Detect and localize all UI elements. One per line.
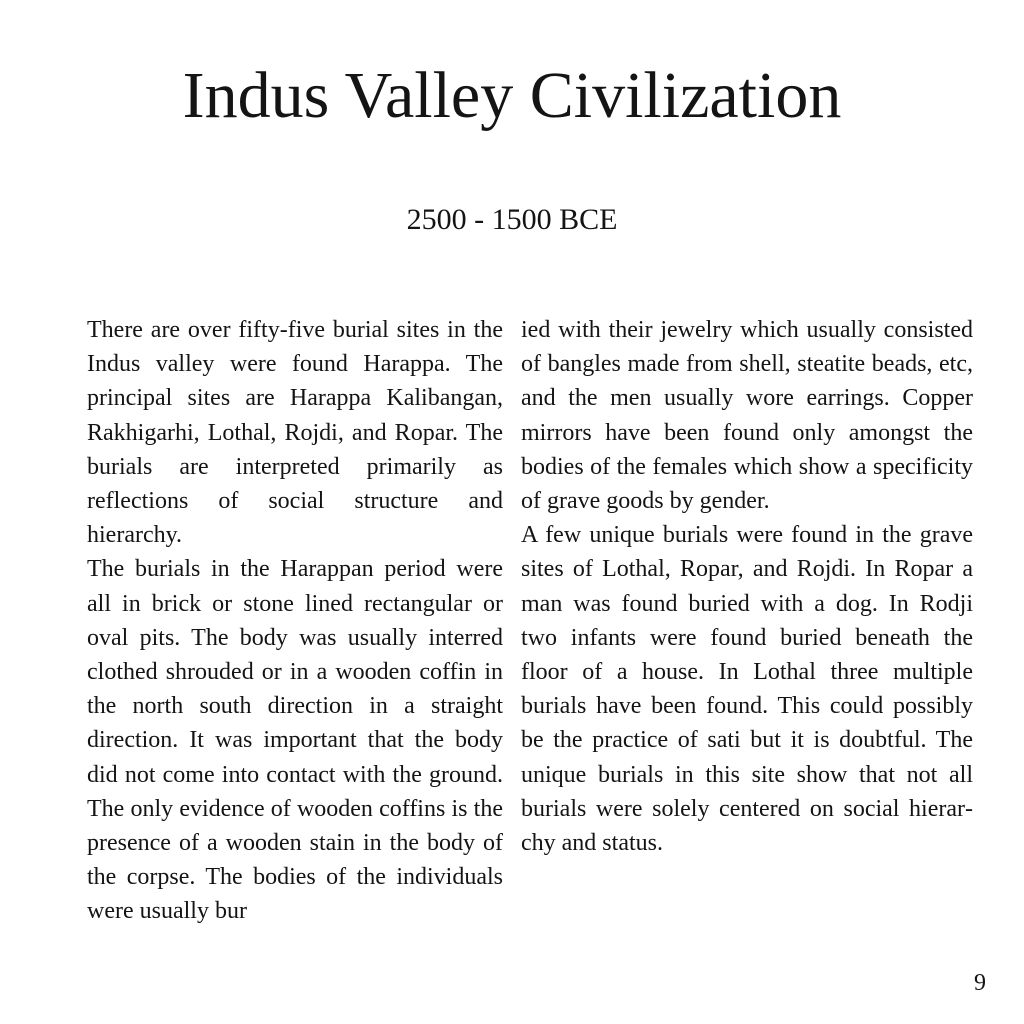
right-column bbox=[521, 313, 973, 860]
page-title: Indus Valley Civilization bbox=[182, 59, 842, 132]
page-subtitle: 2500 - 1500 BCE bbox=[406, 203, 618, 236]
paragraph-unique-burials: A few unique burials were found in the grave sites of Lothal, Ropar, and Rojdi. In Ropar a man was found buried with a dog. In Rodji two infants were found buried beneath the floor of a house. In Lothal three multiple burials have been found. This could possibly be the practice of sati but it is doubtful. The unique burials in this site show that not all burials were solely centered on social hierarchy and status. bbox=[521, 522, 973, 857]
page-number: 9 bbox=[974, 970, 986, 996]
paragraph-burial-sites: There are over fifty-five burial sites in the Indus valley were found Harappa. The principal sites are Harappa Kalibangan, Rakhigarhi, Lothal, Rojdi, and Ropar. The burials are interpreted primarily as reflections of social structure and hierarchy. bbox=[87, 317, 503, 549]
left-column bbox=[87, 313, 503, 929]
paragraph-jewelry-grave-goods: ied with their jewelry which usually consisted of bangles made from shell, steatite beads, etc, and the men usually wore earrings. Copper mirrors have been found only amongst the bodies of the females which show a specificity of grave goods by gender. bbox=[521, 317, 973, 515]
paragraph-harappan-burials: The burials in the Harappan period were all in brick or stone lined rectangular or oval pits. The body was usually interred clothed shrouded or in a wooden coffin in the north south direction in a straight direction. It was important that the body did not come into contact with the ground. The only evidence of wooden coffins is the presence of a wooden stain in the body of the corpse. The bodies of the individuals were usually bur bbox=[87, 556, 503, 925]
